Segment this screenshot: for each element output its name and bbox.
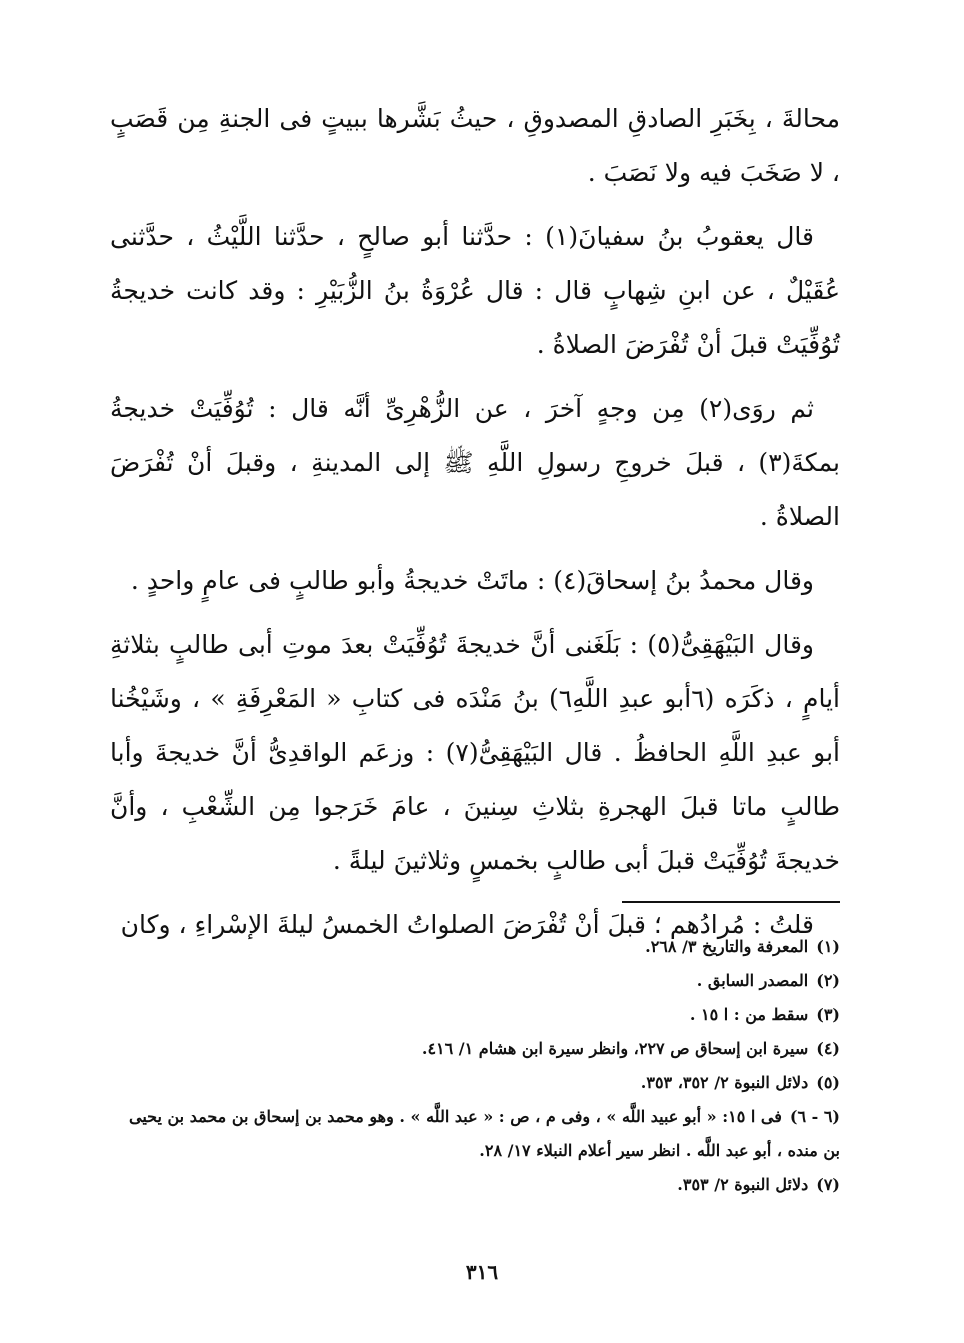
footnote-number: (٢) xyxy=(816,971,840,990)
footnote-number: (٧) xyxy=(816,1175,840,1194)
paragraph: قال يعقوبُ بنُ سفيانَ(١) : حدَّثنا أبو صالحٍ ، حدَّثنا اللَّيْثُ ، حدَّثنى عُقَيْلٌ ، عن ابنِ شِهابٍ قال : قال عُرْوَةُ بنُ الزُّبَيْرِ : وقد كانت خديجةُ تُوُفِّيَتْ قبلَ أنْ تُفْرَضَ الصلاةُ . xyxy=(110,222,840,359)
paragraph: وقال محمدُ بنُ إسحاقَ(٤) : ماتَتْ خديجةُ وأبو طالبٍ فى عامٍ واحدٍ . xyxy=(130,566,814,595)
footnote-number: (١) xyxy=(816,937,840,956)
footnote xyxy=(110,998,840,1032)
footnote-text: سيرة ابن إسحاق ص ٢٢٧، وانظر سيرة ابن هشام ١/ ٤١٦. xyxy=(421,1039,809,1058)
paragraph: محالةَ ، بِخَبَرِ الصادقِ المصدوقِ ، حيثُ بَشَّرها ببيتٍ فى الجنةِ مِن قَصَبٍ ، لا صَخَبَ فيه ولا نَصَبَ . xyxy=(110,104,840,187)
paragraph: قلتُ : مُرادُهم ؛ قبلَ أنْ تُفْرَضَ الصلواتُ الخمسُ ليلةَ الإسْراءِ ، وكان xyxy=(120,910,814,939)
footnote xyxy=(110,1100,840,1168)
paragraph: ثم روَى(٢) مِن وجهٍ آخرَ ، عن الزُّهْرِىِّ أنَّه قال : تُوُفِّيَتْ خديجةُ بمكةَ(٣) ، قبلَ خروجِ رسولِ اللَّهِ ﷺ إلى المدينةِ ، وقبلَ أنْ تُفْرَضَ الصلاةُ . xyxy=(110,394,840,531)
footnote xyxy=(110,1032,840,1066)
footnote-text: المصدر السابق . xyxy=(696,971,809,990)
footnote-text: سقط من : ا ١٥ . xyxy=(689,1005,809,1024)
page-number: ٣١٦ xyxy=(465,1260,499,1284)
footnote-text: دلائل النبوة ٢/ ٣٥٢، ٣٥٣. xyxy=(640,1073,809,1092)
footnote-text: دلائل النبوة ٢/ ٣٥٣. xyxy=(677,1175,809,1194)
footnote xyxy=(110,1066,840,1100)
footnote xyxy=(110,1168,840,1202)
footnote-number: (٦ - ٦) xyxy=(789,1107,840,1126)
footnote-text: المعرفة والتاريخ ٣/ ٢٦٨. xyxy=(645,937,809,956)
footnote-number: (٥) xyxy=(816,1073,840,1092)
footnote xyxy=(110,930,840,964)
paragraph: وقال البَيْهَقِىُّ(٥) : بَلَغَنى أنَّ خديجةَ تُوُفِّيَتْ بعدَ موتِ أبى طالبٍ بثلاثةِ أيامٍ ، ذكَرَه (٦أبو عبدِ اللَّهِ٦) بنُ مَنْدَه فى كتابِ « المَعْرِفَةِ » ، وشَيْخُنا أبو عبدِ اللَّهِ الحافظُ . قال البَيْهَقِىُّ(٧) : وزعَم الواقدِىُّ أنَّ خديجةَ وأبا طالبٍ ماتا قبلَ الهجرةِ بثلاثِ سِنينَ ، عامَ خَرَجوا مِن الشِّعْبِ ، وأنَّ خديجةَ تُوُفِّيَتْ قبلَ أبى طالبٍ بخمسٍ وثلاثينَ ليلةً . xyxy=(110,630,840,875)
footnote-number: (٤) xyxy=(816,1039,840,1058)
footnote xyxy=(110,964,840,998)
footnote-number: (٣) xyxy=(816,1005,840,1024)
footnotes xyxy=(110,930,840,1202)
footnote-text: فى ا ١٥: « أبو عبيد اللَّه » ، وفى م ، ص : « عبد اللَّه » . وهو محمد بن إسحاق بن محمد بن يحيى بن منده ، أبو عبد اللَّه . انظر سير أعلام النبلاء ١٧/ ٢٨. xyxy=(128,1107,840,1160)
footnote-divider xyxy=(622,901,840,903)
main-text xyxy=(110,92,840,962)
